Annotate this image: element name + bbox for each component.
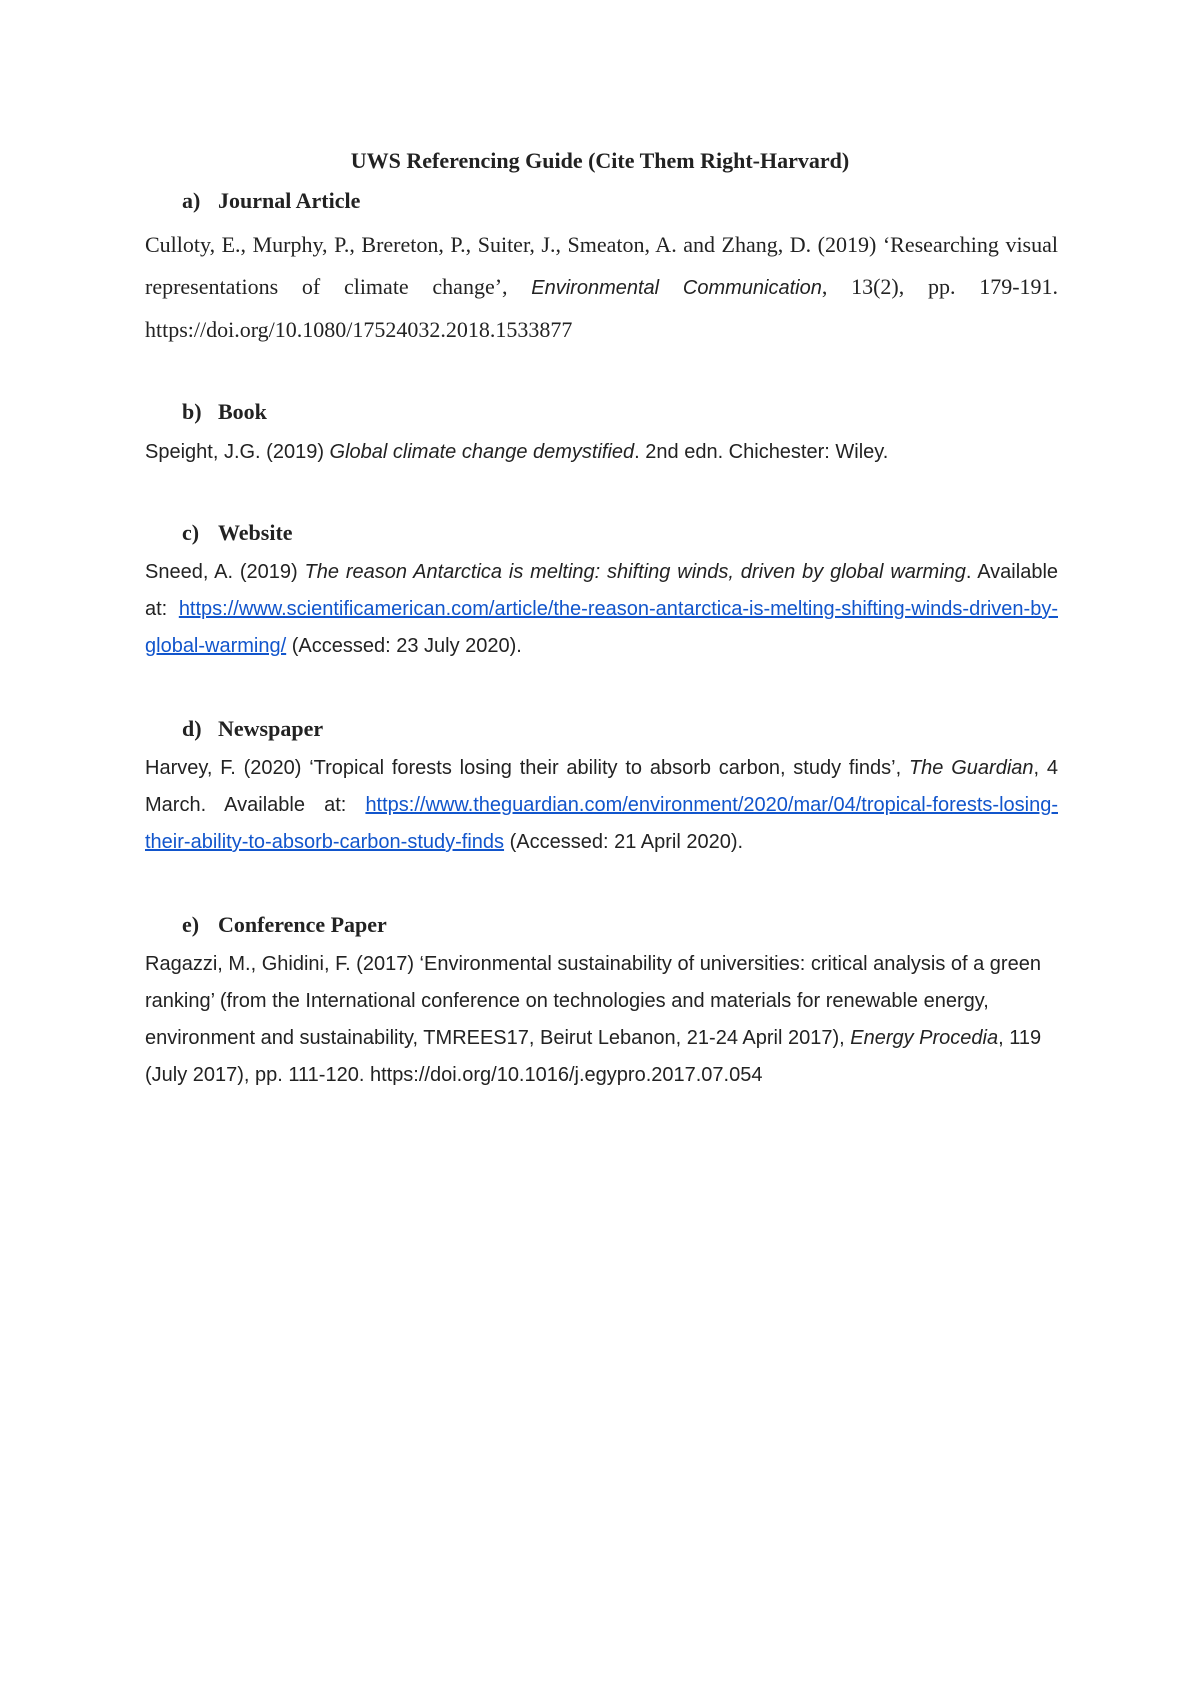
reference-page-title: The reason Antarctica is melting: shifting winds, driven by global warming: [304, 561, 966, 583]
reference-rest: , 119 (July 2017), pp. 111-120. https://doi.org/10.1016/j.egypro.2017.07.054: [145, 1027, 1042, 1086]
reference-book-title: Global climate change demystified: [329, 441, 635, 463]
reference-website: [145, 554, 1058, 665]
section-heading-newspaper: [182, 714, 323, 744]
reference-text: Ragazzi, M., Ghidini, F. (2017) ‘Environmental sustainability of universities: critical analysis of a green ranking’ (from the International conference on technologies and materials for renewable energy, environment and sustainability, TMREES17, Beirut Lebanon, 21-24 April 2017),: [145, 953, 1041, 1049]
reference-journal-name: Energy Procedia: [850, 1027, 999, 1049]
reference-article-title: ‘Researching visual representations of climate change’,: [145, 232, 1058, 299]
reference-book: [145, 434, 1058, 471]
reference-pages-doi: pp. 179-191. https://doi.org/10.1080/17524032.2018.1533877: [145, 274, 1059, 342]
section-letter: a): [182, 188, 201, 213]
reference-book-rest: . 2nd edn. Chichester: Wiley.: [634, 441, 889, 463]
section-heading-text: Website: [218, 520, 293, 545]
section-heading-website: [182, 518, 293, 548]
section-letter: c): [182, 520, 200, 545]
reference-volume: , 13(2),: [821, 274, 905, 299]
reference-url-link[interactable]: https://www.theguardian.com/environment/2020/mar/04/tropical-forests-losing-their-ability-to-absorb-carbon-study-finds: [145, 794, 1058, 853]
section-heading-text: Book: [218, 399, 267, 424]
reference-accessed: (Accessed: 21 April 2020).: [504, 831, 744, 853]
reference-url-link[interactable]: https://www.scientificamerican.com/article/the-reason-antarctica-is-melting-shifting-winds-driven-by-global-warming/: [145, 598, 1058, 657]
page-title: UWS Referencing Guide (Cite Them Right-Harvard): [350, 148, 850, 173]
section-letter: b): [182, 399, 202, 424]
reference-available: . Available at:: [145, 561, 1059, 620]
reference-author-year-title: Harvey, F. (2020) ‘Tropical forests losing their ability to absorb carbon, study finds’,: [145, 757, 909, 779]
section-heading-text: Conference Paper: [218, 912, 387, 937]
section-heading-book: [182, 397, 267, 427]
reference-journal-name: Environmental Communication: [531, 277, 822, 299]
reference-accessed: (Accessed: 23 July 2020).: [286, 635, 522, 657]
section-letter: e): [182, 912, 200, 937]
reference-conference-paper: [145, 946, 1058, 1094]
reference-newspaper: [145, 750, 1058, 861]
reference-newspaper-name: The Guardian: [908, 757, 1034, 779]
reference-author-year: Speight, J.G. (2019): [145, 441, 330, 463]
section-heading-journal-article: [182, 186, 360, 216]
reference-journal-article: [145, 224, 1058, 351]
section-heading-conference-paper: [182, 910, 387, 940]
reference-date-available: , 4 March. Available at:: [145, 757, 1058, 816]
section-heading-text: Newspaper: [218, 716, 324, 741]
section-letter: d): [182, 716, 202, 741]
reference-author-year: Sneed, A. (2019): [145, 561, 305, 583]
section-heading-text: Journal Article: [218, 188, 361, 213]
reference-authors: Culloty, E., Murphy, P., Brereton, P., Suiter, J., Smeaton, A. and Zhang, D. (2019): [145, 232, 877, 257]
